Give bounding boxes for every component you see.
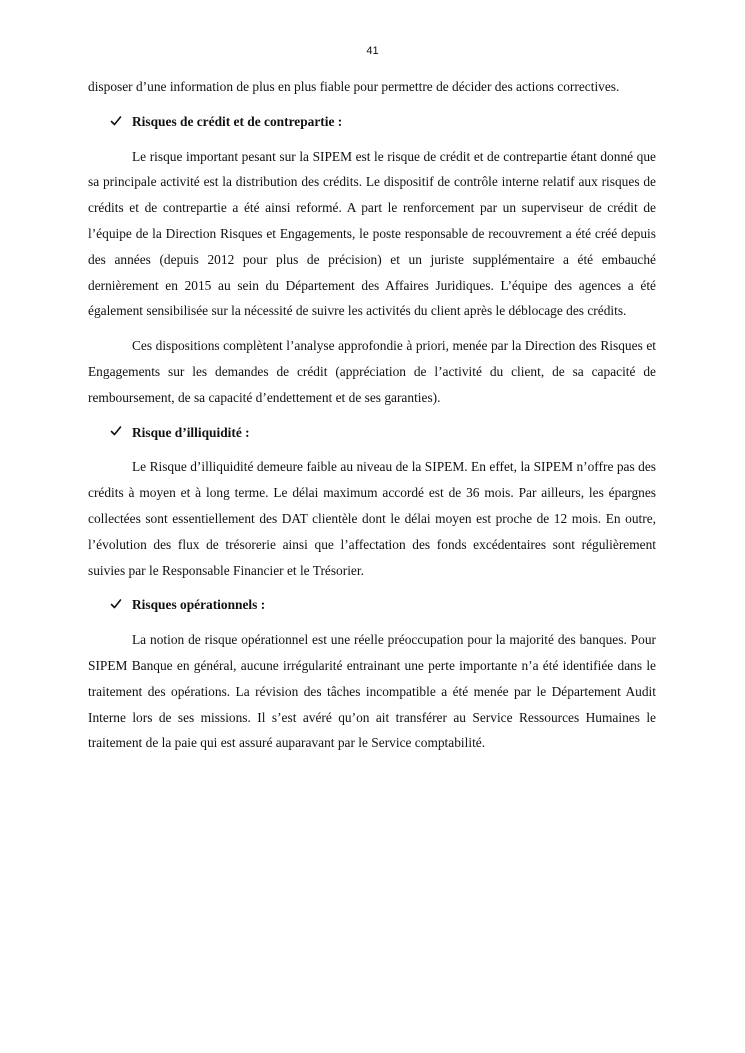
paragraph-illiquidity-risk: Le Risque d’illiquidité demeure faible au niveau de la SIPEM. En effet, la SIPEM n’offre pas des crédits à moyen et à long terme. Le délai maximum accordé est de 36 mois. Par ailleurs, les épargnes collectées sont essentiellement des DAT clientèle dont le délai moyen est proche de 12 mois. En outre, l’évolution des flux de trésorerie ainsi que l’affectation des fonds excédentaires sont régulièrement suivies par le Responsable Financier et le Trésorier.	[88, 459, 656, 578]
paragraph-operational-risk: La notion de risque opérationnel est une réelle préoccupation pour la majorité des banques. Pour SIPEM Banque en général, aucune irrégularité entrainant une perte importante n’a été identifiée dans le traitement des opérations. La révision des tâches incompatible a été menée par le Département Audit Interne lors de ses missions. Il s’est avéré qu’on ait transférer au Service Ressources Humaines le traitement de la paie qui est assuré auparavant par le Service comptabilité.	[88, 632, 656, 751]
page-body	[88, 74, 656, 765]
paragraph-credit-risk-2: Ces dispositions complètent l’analyse approfondie à priori, menée par la Direction des Risques et Engagements sur les demandes de crédit (appréciation de l’activité du client, de sa capacité de remboursement, de sa capacité d’endettement et de ses garanties).	[88, 338, 656, 405]
check-icon	[110, 115, 122, 127]
check-icon	[110, 598, 122, 610]
heading-operational-risk	[110, 592, 656, 618]
paragraph-intro-continuation: disposer d’une information de plus en plus fiable pour permettre de décider des actions correctives.	[88, 79, 620, 94]
paragraph-credit-risk-1: Le risque important pesant sur la SIPEM est le risque de crédit et de contrepartie étant donné que sa principale activité est la distribution des crédits. Le dispositif de contrôle interne relatif aux risques de crédits et de contrepartie a été ainsi reformé. A part le renforcement par un superviseur de crédit de l’équipe de la Direction Risques et Engagements, le poste responsable de recouvrement a été créé depuis des années (depuis 2012 pour plus de précision) et un juriste supplémentaire a été embauché dernièrement en 2015 au sein du Département des Affaires Juridiques. L’équipe des agences a été également sensibilisée sur la nécessité de suivre les activités du client après le déblocage des crédits.	[88, 148, 656, 319]
check-icon	[110, 425, 122, 437]
heading-credit-risk	[110, 109, 656, 135]
heading-illiquidity-risk-label: Risque d’illiquidité :	[132, 424, 250, 440]
heading-credit-risk-label: Risques de crédit et de contrepartie :	[132, 113, 343, 129]
heading-operational-risk-label: Risques opérationnels :	[132, 597, 266, 613]
heading-illiquidity-risk	[110, 420, 656, 446]
page-number: 41	[366, 45, 379, 57]
